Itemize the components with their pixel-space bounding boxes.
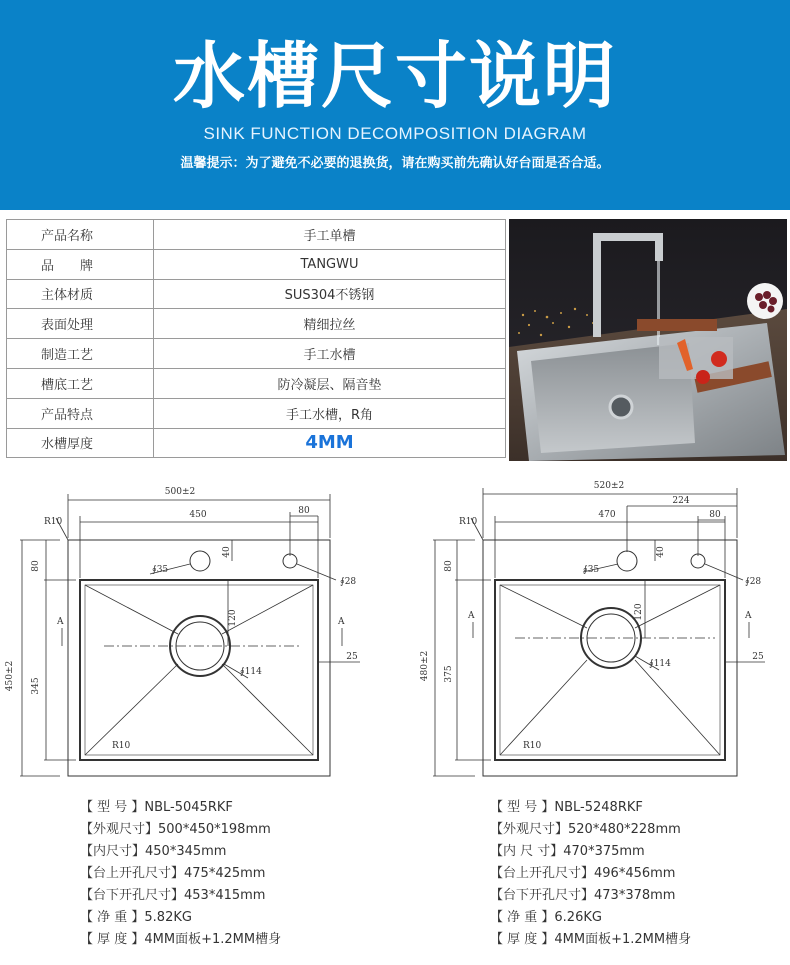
section-mark-right: A <box>338 617 345 627</box>
corner-inner-label: R10 <box>112 741 131 751</box>
spec-row <box>7 309 506 339</box>
dim-inner-width: 470 <box>598 510 616 520</box>
drain-label: ∮114 <box>240 667 262 677</box>
dim-outer-height: 450±2 <box>5 660 15 692</box>
notice-text: 温馨提示：为了避免不必要的退换货，请在购买前先确认好台面是否合适。 <box>180 156 610 171</box>
thickness: 【 厚 度 】4MM面板+1.2MM槽身 <box>490 932 692 947</box>
dim-inner-width: 450 <box>189 510 207 520</box>
spec-value: 防冷凝层、隔音垫 <box>154 368 506 398</box>
model-number: 【 型 号 】NBL-5248RKF <box>490 800 643 815</box>
dim-inner-height: 375 <box>444 665 454 683</box>
side-hole-label: ∮28 <box>340 577 357 587</box>
corner-inner-label: R10 <box>523 741 542 751</box>
spec-row <box>7 339 506 369</box>
dim-outer-width: 520±2 <box>593 481 625 491</box>
top-mount-cutout: 【台上开孔尺寸】475*425mm <box>80 866 266 881</box>
page-title: 水槽尺寸说明 <box>172 34 617 118</box>
spec-value: 手工单槽 <box>154 220 506 250</box>
spec-row <box>7 279 506 309</box>
cutting-board <box>637 319 717 331</box>
dim-side-offset: 224 <box>672 496 690 506</box>
spec-row <box>7 249 506 279</box>
under-mount-cutout: 【台下开孔尺寸】453*415mm <box>80 888 266 903</box>
spec-value: 手工水槽，R角 <box>154 398 506 428</box>
drain-label: ∮114 <box>649 659 671 669</box>
thickness-value: 4MM <box>154 428 506 458</box>
top-mount-cutout: 【台上开孔尺寸】496*456mm <box>490 866 676 881</box>
fruit-plate <box>747 283 783 319</box>
corner-outer-label: R10 <box>44 517 63 527</box>
dim-drain-offset: 120 <box>228 609 238 627</box>
spec-label: 产品特点 <box>7 398 154 428</box>
model-info-left <box>80 797 281 951</box>
product-photo <box>509 219 787 461</box>
dim-tap-offset: 80 <box>709 510 721 520</box>
dim-edge: 25 <box>752 652 764 662</box>
dim-top-margin: 80 <box>31 560 41 572</box>
under-mount-cutout: 【台下开孔尺寸】473*378mm <box>490 888 676 903</box>
outer-dimensions: 【外观尺寸】520*480*228mm <box>490 822 681 837</box>
spec-value: 精细拉丝 <box>154 309 506 339</box>
faucet-icon <box>593 237 601 337</box>
dim-inner-height: 345 <box>31 677 41 695</box>
section-mark-right: A <box>745 611 752 621</box>
inner-dimensions: 【内尺寸】450*345mm <box>80 844 227 859</box>
spec-row <box>7 398 506 428</box>
dimension-drawing-left <box>0 476 370 791</box>
dim-outer-width: 500±2 <box>164 487 196 497</box>
dim-top-margin: 80 <box>444 560 454 572</box>
model-info-right <box>490 797 691 951</box>
net-weight: 【 净 重 】6.26KG <box>490 910 602 925</box>
inner-dimensions: 【内 尺 寸】470*375mm <box>490 844 645 859</box>
thickness: 【 厚 度 】4MM面板+1.2MM槽身 <box>80 932 282 947</box>
spec-label: 产品名称 <box>7 220 154 250</box>
spec-value: 手工水槽 <box>154 339 506 369</box>
spec-value: SUS304不锈钢 <box>154 279 506 309</box>
spec-label: 品 牌 <box>7 249 154 279</box>
dimension-drawing-right <box>415 476 785 791</box>
spec-label: 主体材质 <box>7 279 154 309</box>
water-stream <box>657 261 660 345</box>
page-subtitle: SINK FUNCTION DECOMPOSITION DIAGRAM <box>203 124 587 143</box>
tap-hole-label: ∮35 <box>583 565 600 575</box>
dim-hole-gap: 40 <box>222 546 232 558</box>
dim-hole-gap: 40 <box>656 546 666 558</box>
drain-icon <box>610 396 632 418</box>
dim-edge: 25 <box>346 652 358 662</box>
outer-dimensions: 【外观尺寸】500*450*198mm <box>80 822 271 837</box>
side-hole-label: ∮28 <box>745 577 762 587</box>
spec-row <box>7 428 506 458</box>
tap-hole-label: ∮35 <box>152 565 169 575</box>
spec-row <box>7 220 506 250</box>
section-mark-left: A <box>468 611 475 621</box>
spec-value: TANGWU <box>154 249 506 279</box>
spec-label: 制造工艺 <box>7 339 154 369</box>
spec-row <box>7 368 506 398</box>
spec-label: 水槽厚度 <box>7 428 154 458</box>
spec-label: 槽底工艺 <box>7 368 154 398</box>
corner-outer-label: R10 <box>459 517 478 527</box>
dim-tap-offset: 80 <box>298 506 310 516</box>
dim-outer-height: 480±2 <box>420 650 430 682</box>
dim-drain-offset: 120 <box>634 603 644 621</box>
spec-table <box>6 219 506 458</box>
net-weight: 【 净 重 】5.82KG <box>80 910 192 925</box>
tomato-icon <box>711 351 727 367</box>
section-mark-left: A <box>57 617 64 627</box>
header-banner <box>0 0 790 210</box>
spec-label: 表面处理 <box>7 309 154 339</box>
model-number: 【 型 号 】NBL-5045RKF <box>80 800 233 815</box>
